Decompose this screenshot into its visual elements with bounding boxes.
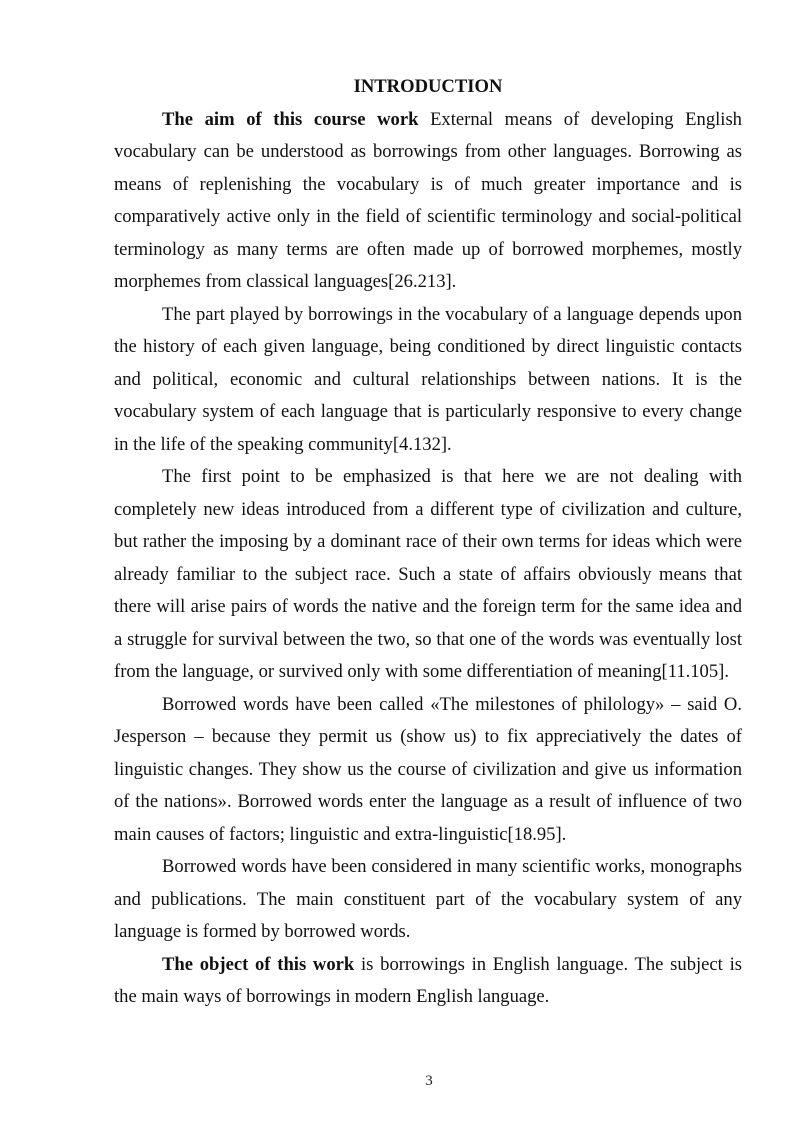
paragraph-lead: The aim of this course work — [162, 108, 419, 130]
paragraph-text: is borrowings in English language. The subject is the main ways of borrowings in modern English language. — [114, 953, 742, 1007]
paragraph-aim — [114, 104, 742, 299]
paragraph-text: External means of developing English vocabulary can be understood as borrowings from other languages. Borrowing as means of replenishing the vocabulary is of much greater importance and is comparatively active only in the field of scientific terminology and social-political terminology as many terms are often made up of borrowed morphemes, mostly morphemes from classical languages[26.213]. — [114, 108, 742, 292]
paragraph-milestones — [114, 689, 742, 852]
paragraph-role-of-borrowings — [114, 299, 742, 462]
paragraph-text: The first point to be emphasized is that here we are not dealing with completely new ideas introduced from a different type of civilization and culture, but rather the imposing by a dominant race of their own terms for ideas which were already familiar to the subject race. Such a state of affairs obviously means that there will arise pairs of words the native and the foreign term for the same idea and a struggle for survival between the two, so that one of the words was eventually lost from the language, or survived only with some differentiation of meaning[11.105]. — [114, 466, 742, 682]
paragraph-first-point — [114, 461, 742, 689]
page-number: 3 — [425, 1073, 433, 1089]
page-heading: INTRODUCTION — [353, 76, 503, 97]
paragraph-text: The part played by borrowings in the vocabulary of a language depends upon the history of each given language, being conditioned by direct linguistic contacts and political, economic and cultural relationships between nations. It is the vocabulary system of each language that is particularly responsive to every change in the life of the speaking community[4.132]. — [114, 303, 742, 455]
paragraph-considered — [114, 851, 742, 949]
paragraph-lead: The object of this work — [162, 953, 355, 975]
page-content — [114, 71, 742, 1014]
paragraph-text: Borrowed words have been considered in many scientific works, monographs and publications. The main constituent part of the vocabulary system of any language is formed by borrowed words. — [114, 856, 742, 942]
paragraph-object — [114, 949, 742, 1014]
paragraph-text: Borrowed words have been called «The milestones of philology» – said O. Jesperson – because they permit us (show us) to fix appreciatively the dates of linguistic changes. They show us the course of civilization and give us information of the nations». Borrowed words enter the language as a result of influence of two main causes of factors; linguistic and extra-linguistic[18.95]. — [114, 693, 742, 845]
